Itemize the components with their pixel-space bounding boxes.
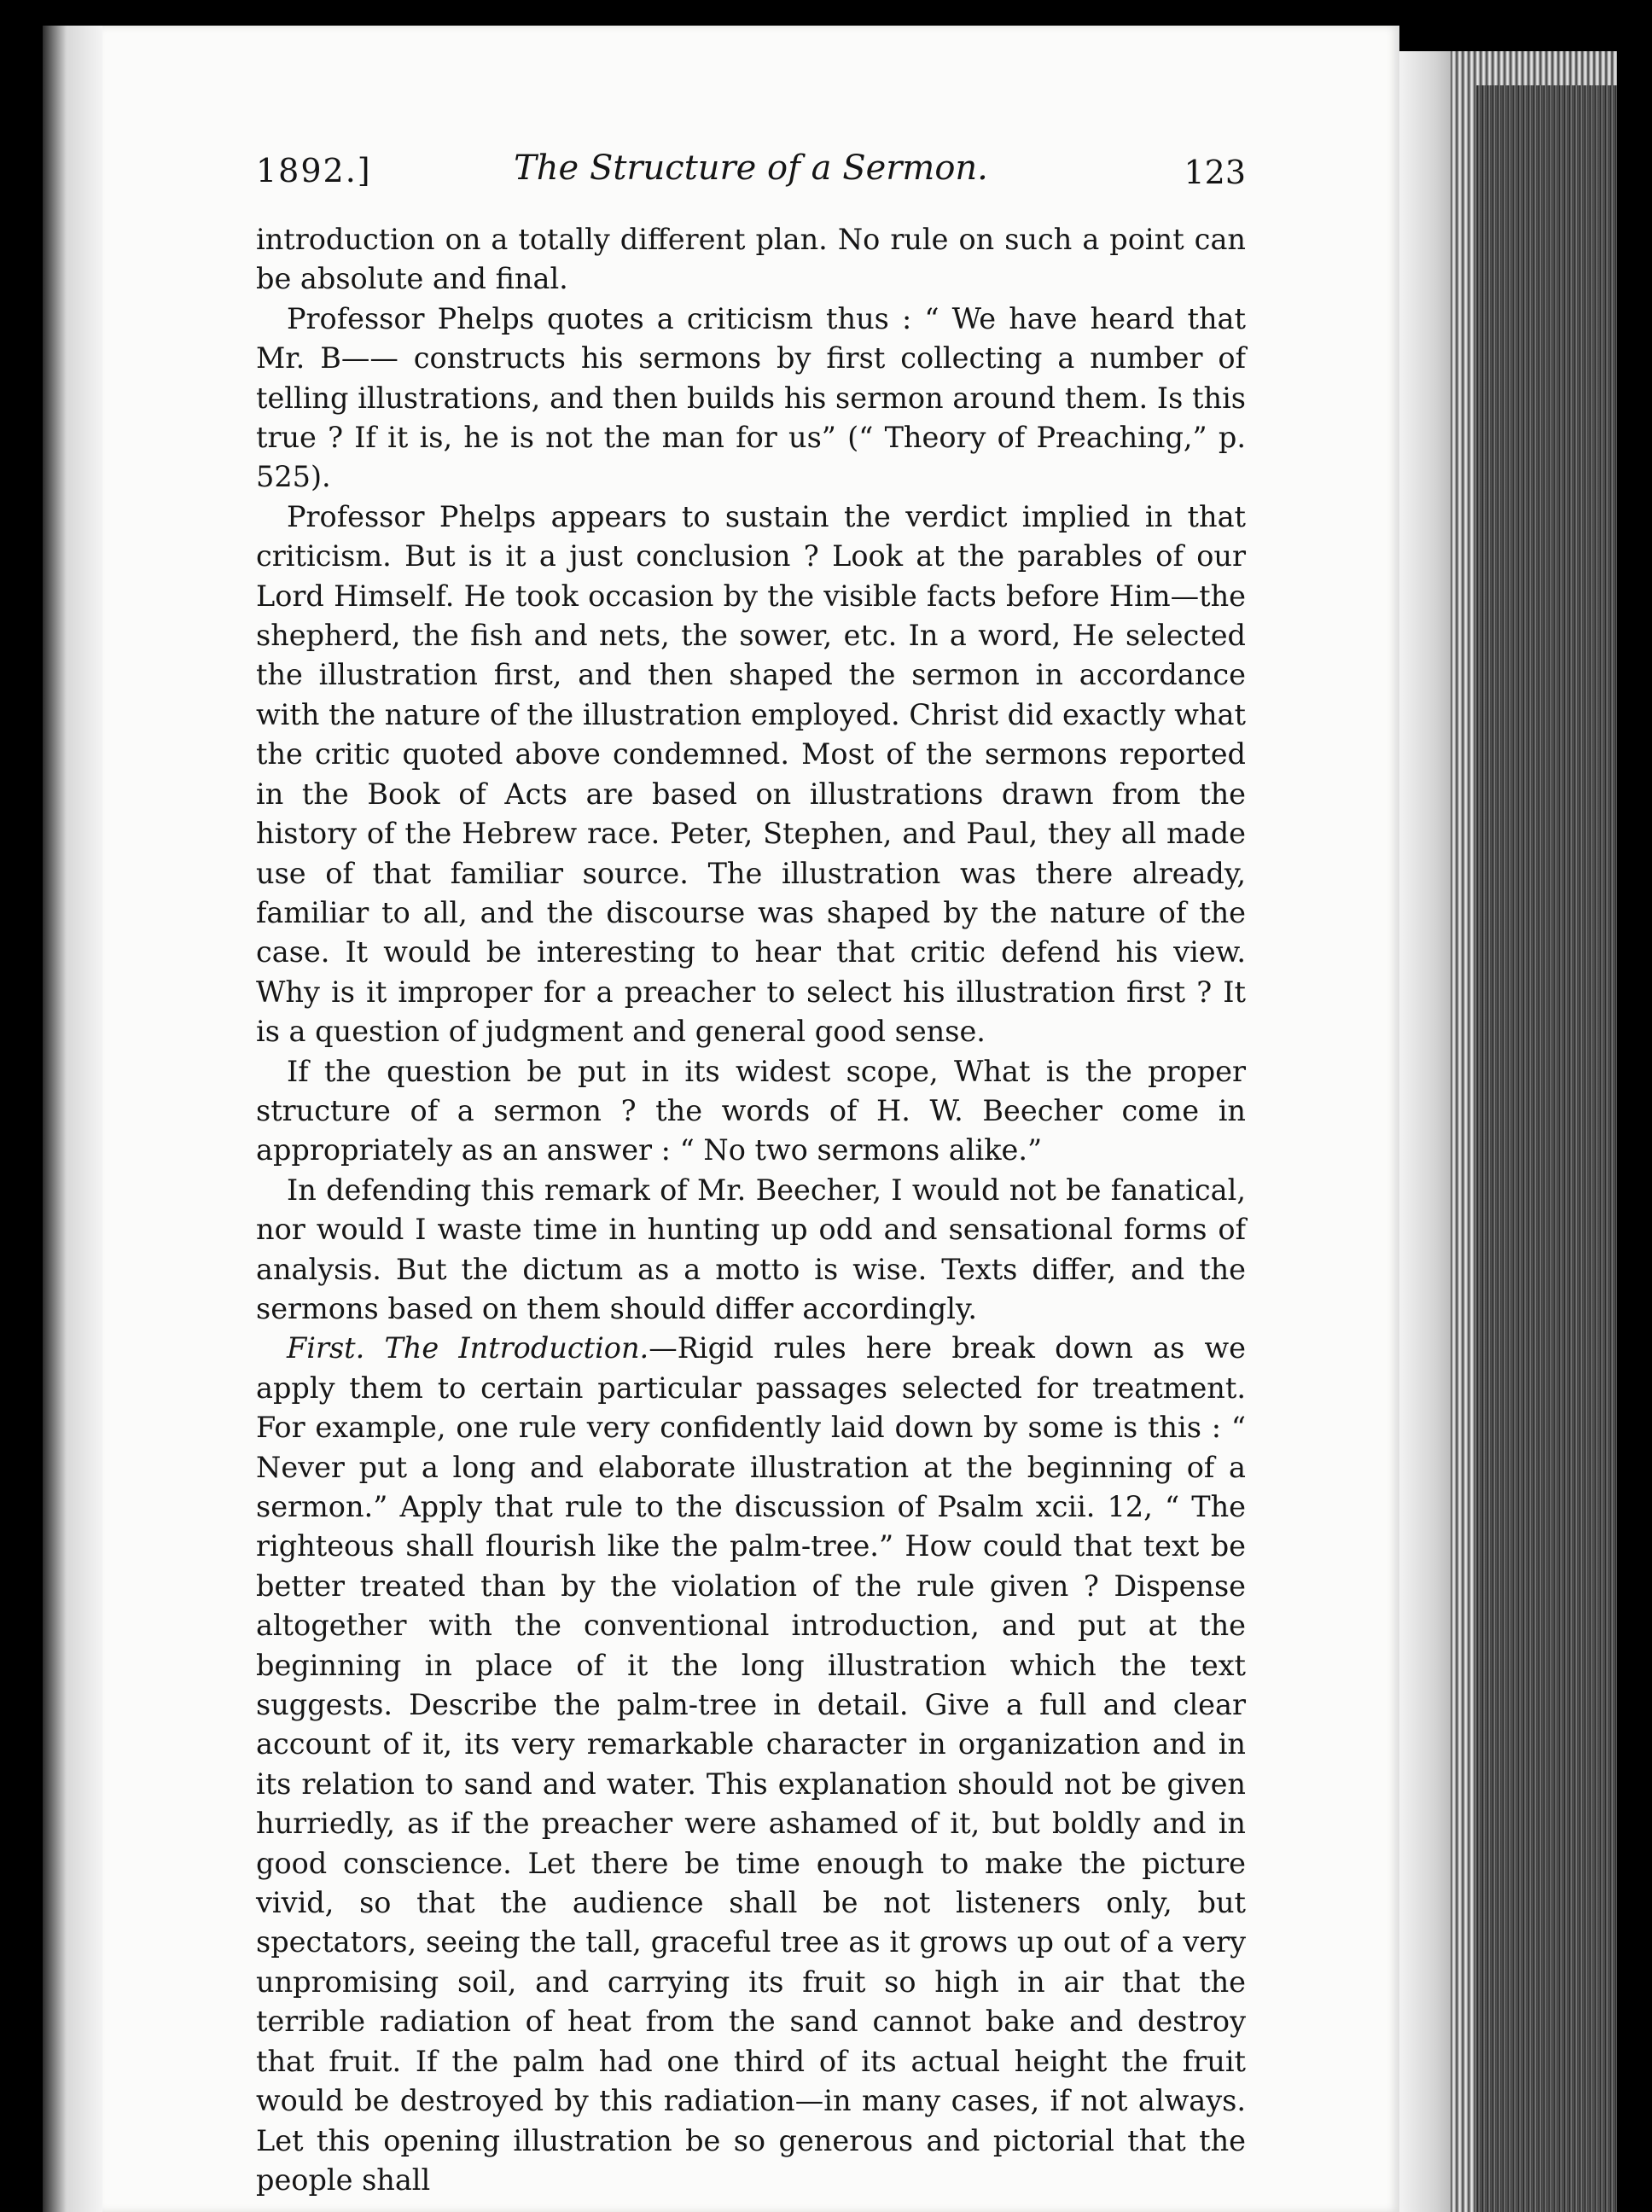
paragraph-phelps-criticism: Professor Phelps quotes a criticism thus : “ We have heard that Mr. B—— constructs his sermons by first collecting a number of telling illustrations, and then builds his sermon around them. Is this true ? If it is, he is not the man for us” (“ Theory of Preaching,” p. 525). [256, 301, 1246, 494]
facing-page-edge [43, 26, 102, 2212]
running-head-year: 1892.] [256, 152, 372, 189]
section-lead-heading: First. The Introduction. [287, 1331, 649, 1365]
body-text [256, 220, 1246, 2200]
running-head [256, 145, 1246, 196]
page-edges-stack [1399, 51, 1617, 2212]
running-head-title: The Structure of a Sermon. [514, 148, 988, 188]
paragraph-widest-scope: If the question be put in its widest scope, What is the proper structure of a sermon ? the words of H. W. Beecher come in appropriately as an answer : “ No two sermons alike.” [256, 1054, 1246, 1167]
paragraph-continuation: introduction on a totally different plan. No rule on such a point can be absolute and final. [256, 223, 1246, 296]
section-lead-body: —Rigid rules here break down as we apply them to certain particular passages selected for treatment. For example, one rule very confidently laid down by some is this : “ Never put a long and elaborate illustration at the beginning of a sermon.” Apply that rule to the discussion of Psalm xcii. 12, “ The righteous shall flourish like the palm-tree.” How could that text be better treated than by the violation of the rule given ? Dispense altogether with the conventional introduction, and put at the beginning in place of it the long illustration which the text suggests. Describe the palm-tree in detail. Give a full and clear account of it, its very remarkable character in organization and in its relation to sand and water. This explanation should not be given hurriedly, as if the preacher were ashamed of it, but boldly and in good conscience. Let there be time enough to make the picture vivid, so that the audience shall be not listeners only, but spectators, seeing the tall, graceful tree as it grows up out of a very unpromising soil, and carrying its fruit so high in air that the terrible radiation of heat from the sand cannot bake and destroy that fruit. If the palm had one third of its actual height the fruit would be destroyed by this radiation—in many cases, if not always. Let this opening illustration be so generous and pictorial that the people shall [256, 1331, 1247, 2197]
paragraph-defending-remark: In defending this remark of Mr. Beecher, I would not be fanatical, nor would I waste time in hunting up odd and sensational forms of analysis. But the dictum as a motto is wise. Texts differ, and the sermons based on them should differ accordingly. [256, 1173, 1246, 1325]
paragraph-parables: Professor Phelps appears to sustain the verdict implied in that criticism. But is it a just conclusion ? Look at the parables of our Lord Himself. He took occasion by the visible facts before Him—the shepherd, the fish and nets, the sower, etc. In a word, He selected the illustration first, and then shaped the sermon in accordance with the nature of the illustration employed. Christ did exactly what the critic quoted above condemned. Most of the sermons reported in the Book of Acts are based on illustrations drawn from the history of the Hebrew race. Peter, Stephen, and Paul, they all made use of that familiar source. The illustration was there already, familiar to all, and the discourse was shaped by the nature of the case. It would be interesting to hear that critic defend his view. Why is it improper for a preacher to select his illustration first ? It is a question of judgment and general good sense. [256, 499, 1246, 1049]
page-number: 123 [1184, 154, 1246, 191]
paragraph-introduction [256, 1329, 1246, 2200]
